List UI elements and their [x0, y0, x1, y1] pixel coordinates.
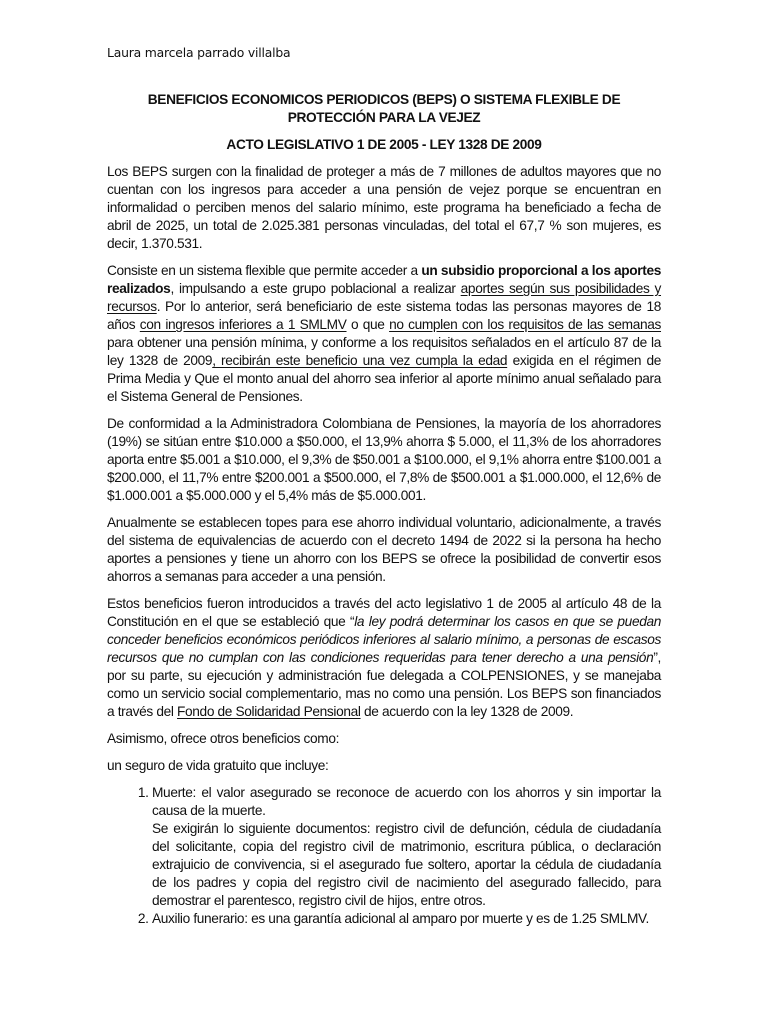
- underline-income: con ingresos inferiores a 1 SMLMV: [139, 317, 347, 332]
- document-subtitle: ACTO LEGISLATIVO 1 DE 2005 - LEY 1328 DE 2009: [226, 137, 542, 152]
- underline-weeks: no cumplen con los requisitos de las semanas: [389, 317, 662, 332]
- underline-fund: Fondo de Solidaridad Pensional: [177, 704, 361, 719]
- list-item-death-documents: Se exigirán lo siguiente documentos: registro civil de defunción, cédula de ciudadanía del solicitante, copia del registro civil de matrimonio, escritura pública, o declaración extrajuicio de convivencia, si el asegurado fue soltero, aportar la cédula de ciudadanía de los padres y copia del registro civil de nacimiento del asegurado fallecido, para demostrar el parentesco, registro civil de hijos, entre otros.: [152, 821, 661, 908]
- list-item-funeral: 2. Auxilio funerario: es una garantía adicional al amparo por muerte y es de 1.25 SMLMV.: [152, 910, 661, 928]
- benefits-list: [107, 784, 661, 928]
- paragraph-intro: Los BEPS surgen con la finalidad de proteger a más de 7 millones de adultos mayores que no cuentan con los ingresos para acceder a una pensión de vejez porque se encuentran en informalidad o perciben menos del salario mínimo, este programa ha beneficiado a fecha de abril de 2025, un total de 2.025.381 personas vinculadas, del total el 67,7 % son mujeres, es decir, 1.370.531.: [107, 164, 661, 251]
- emphasis-subsidy: un subsidio proporcional a los aportes realizados: [107, 263, 662, 296]
- document-body: [107, 91, 661, 928]
- list-item-death: 1. Muerte: el valor asegurado se reconoce de acuerdo con los ahorros y sin importar la causa de la muerte. Se exigirán lo siguiente documentos: registro civil de defunción, cédula de ciudadanía del solicitante, copia del registro civil de matrimonio, escritura pública, o declaración extrajuicio de convivencia, si el asegurado fue soltero, aportar la cédula de ciudadanía de los padres y copia del registro civil de nacimiento del asegurado fallecido, para demostrar el parentesco, registro civil de hijos, entre otros.: [152, 784, 661, 910]
- paragraph-caps: Anualmente se establecen topes para ese ahorro individual voluntario, adicionalmente, a través del sistema de equivalencias de acuerdo con el decreto 1494 de 2022 si la persona ha hecho aportes a pensiones y tiene un ahorro con los BEPS se ofrece la posibilidad de convertir esos ahorros a semanas para acceder a una pensión.: [107, 515, 661, 584]
- underline-contributions: aportes según sus posibilidades y recursos: [107, 281, 662, 314]
- paragraph-statistics: De conformidad a la Administradora Colombiana de Pensiones, la mayoría de los ahorradores (19%) se sitúan entre $10.000 a $50.000, el 13,9% ahorra $ 5.000, el 11,3% de los ahorradores aporta entre $5.001 a $10.000, el 9,3% de $50.001 a $100.000, el 9,1% ahorra entre $100.001 a $200.000, el 11,7% entre $200.001 a $500.000, el 7,8% de $500.001 a $1.000.000, el 12,6% de $1.000.001 a $5.000.000 y el 5,4% más de $5.000.001.: [107, 416, 661, 503]
- paragraph-life-insurance: un seguro de vida gratuito que incluye:: [107, 758, 329, 773]
- paragraph-system: Consiste en un sistema flexible que permite acceder a un subsidio proporcional a los aportes realizados, impulsando a este grupo poblacional a realizar aportes según sus posibilidades y recursos. Por lo anterior, será beneficiario de este sistema todas las personas mayores de 18 años con ingresos inferiores a 1 SMLMV o que no cumplen con los requisitos de las semanas para obtener una pensión mínima, y conforme a los requisitos señalados en el artículo 87 de la ley 1328 de 2009, recibirán este beneficio una vez cumpla la edad exigida en el régimen de Prima Media y Que el monto anual del ahorro sea inferior al aporte mínimo anual señalado para el Sistema General de Pensiones.: [107, 263, 662, 404]
- paragraph-other-benefits: Asimismo, ofrece otros beneficios como:: [107, 731, 340, 746]
- document-title: BENEFICIOS ECONOMICOS PERIODICOS (BEPS) O SISTEMA FLEXIBLE DE PROTECCIÓN PARA LA VEJEZ: [147, 92, 621, 125]
- author-name: Laura marcela parrado villalba: [107, 45, 291, 60]
- paragraph-legislation: Estos beneficios fueron introducidos a través del acto legislativo 1 de 2005 al artículo 48 de la Constitución en el que se estableció que “la ley podrá determinar los casos en que se puedan conceder beneficios económicos periódicos inferiores al salario mínimo, a personas de escasos recursos que no cumplan con las condiciones requeridas para tener derecho a una pensión”, por su parte, su ejecución y administración fue delegada a COLPENSIONES, y se manejaba como un servicio social complementario, mas no como una pensión. Los BEPS son financiados a través del Fondo de Solidaridad Pensional de acuerdo con la ley 1328 de 2009.: [107, 596, 661, 719]
- quote-constitution: la ley podrá determinar los casos en que se puedan conceder beneficios económicos periódicos inferiores al salario mínimo, a personas de escasos recursos que no cumplan con las condiciones requeridas para tener derecho a una pensión: [107, 614, 661, 665]
- underline-age: , recibirán este beneficio una vez cumpla la edad: [212, 353, 508, 368]
